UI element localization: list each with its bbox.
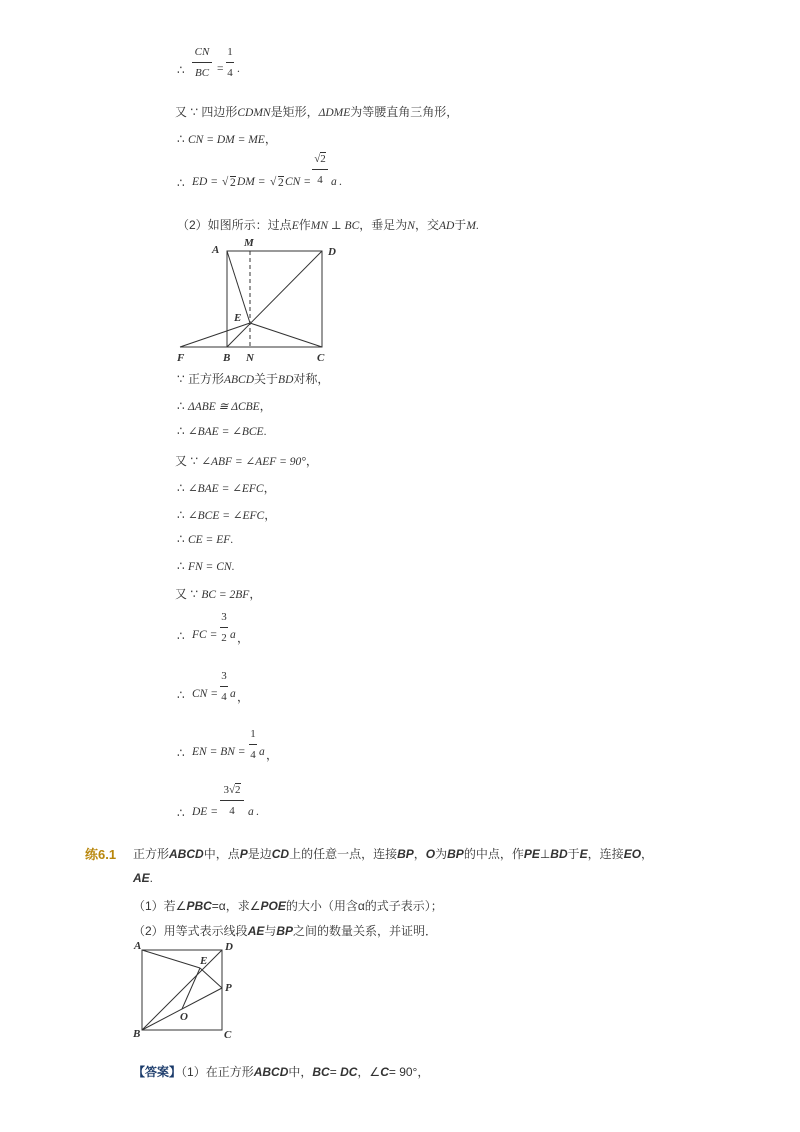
comma: ， bbox=[237, 690, 250, 704]
fc-label: FC = bbox=[192, 629, 218, 641]
period: . bbox=[256, 806, 259, 818]
variable-a: a bbox=[230, 688, 236, 700]
segment-ae bbox=[142, 950, 200, 968]
label-f: F bbox=[177, 352, 185, 364]
therefore-symbol: ∴ bbox=[177, 746, 185, 760]
statement-angle-bce-efc: ∴ ∠BCE = ∠EFC， bbox=[177, 508, 277, 522]
variable-a: a bbox=[259, 746, 265, 758]
cn-label: CN = bbox=[285, 176, 311, 188]
statement-cn-dm-me: ∴ CN = DM = ME， bbox=[177, 132, 277, 146]
label-m: M bbox=[244, 237, 254, 249]
label-d: D bbox=[225, 941, 233, 953]
sqrt-sign: √ bbox=[270, 176, 277, 188]
label-b: B bbox=[133, 1028, 141, 1040]
statement-bc-2bf: 又 ∵ BC = 2BF， bbox=[175, 587, 262, 601]
exercise-label: 练6.1 bbox=[85, 847, 117, 862]
segment-pe bbox=[200, 968, 222, 988]
part2-intro: （2）如图所示：过点E作MN ⊥ BC，垂足为N，交AD于M. bbox=[177, 218, 479, 232]
ed-label: ED = bbox=[192, 176, 218, 188]
equals-sign: = bbox=[217, 63, 224, 75]
statement-right-angles: 又 ∵ ∠ABF = ∠AEF = 90°， bbox=[175, 454, 318, 468]
sqrt-radicand: 2 bbox=[278, 177, 284, 189]
therefore-symbol: ∴ bbox=[177, 806, 185, 820]
label-e: E bbox=[200, 955, 208, 967]
comma: ， bbox=[266, 748, 279, 762]
exercise-question-2: （2）用等式表示线段AE与BP之间的数量关系，并证明． bbox=[133, 924, 438, 938]
label-d: D bbox=[328, 246, 336, 258]
label-c: C bbox=[317, 352, 325, 364]
exercise-question-1: （1）若∠PBC=α，求∠POE的大小（用含α的式子表示）； bbox=[133, 899, 443, 913]
answer-line: 【答案】（1）在正方形ABCD中，BC= DC，∠C= 90°， bbox=[133, 1065, 430, 1079]
comma: ， bbox=[237, 631, 250, 645]
label-n: N bbox=[246, 352, 254, 364]
period: . bbox=[339, 176, 342, 188]
fraction-3sqrt2-over-4: 3√2 4 bbox=[220, 783, 244, 818]
therefore-symbol: ∴ bbox=[177, 688, 185, 702]
statement-angle-bae-bce: ∴ ∠BAE = ∠BCE. bbox=[177, 424, 267, 438]
fraction-three-fourths: 3 4 bbox=[221, 670, 227, 703]
statement-congruent: ∴ ΔABE ≅ ΔCBE， bbox=[177, 399, 272, 413]
label-b: B bbox=[223, 352, 231, 364]
therefore-symbol: ∴ bbox=[177, 629, 185, 643]
label-p: P bbox=[225, 982, 232, 994]
label-a: A bbox=[134, 940, 142, 952]
diagonal-bd bbox=[227, 251, 322, 347]
fraction-sqrt2-over-4: √2 4 bbox=[312, 152, 328, 187]
figure1-square-diagram bbox=[170, 235, 350, 367]
period: . bbox=[237, 63, 240, 75]
sqrt-sign: √ bbox=[222, 176, 229, 188]
label-o: O bbox=[180, 1011, 188, 1023]
fraction-one-fourth: 1 4 bbox=[227, 46, 233, 79]
fraction-cn-bc: CN BC bbox=[192, 45, 212, 80]
therefore-symbol: ∴ bbox=[177, 176, 185, 190]
exercise-statement-line2: AE. bbox=[133, 871, 154, 885]
variable-a: a bbox=[331, 176, 337, 188]
statement-fn-cn: ∴ FN = CN. bbox=[177, 559, 235, 573]
figure2-square-diagram bbox=[128, 938, 240, 1044]
label-e: E bbox=[234, 312, 242, 324]
segment-eo bbox=[182, 968, 200, 1009]
statement-angle-bae-efc: ∴ ∠BAE = ∠EFC， bbox=[177, 481, 276, 495]
sqrt-radicand: 2 bbox=[230, 177, 236, 189]
therefore-symbol: ∴ bbox=[177, 63, 185, 77]
cn-label: CN = bbox=[192, 688, 218, 700]
dm-label: DM = bbox=[237, 176, 266, 188]
exercise-statement-line1: 正方形ABCD中，点P是边CD上的任意一点，连接BP，O为BP的中点，作PE⊥BD于E，连接EO， bbox=[133, 847, 654, 861]
label-a: A bbox=[212, 244, 220, 256]
variable-a: a bbox=[230, 629, 236, 641]
fraction-one-fourth: 1 4 bbox=[250, 728, 256, 761]
fraction-three-halves: 3 2 bbox=[221, 611, 227, 644]
label-c: C bbox=[224, 1029, 232, 1041]
statement-ce-ef: ∴ CE = EF. bbox=[177, 532, 234, 546]
statement-rectangle: 又 ∵ 四边形CDMN是矩形，ΔDME为等腰直角三角形， bbox=[175, 105, 459, 119]
en-bn-label: EN = BN = bbox=[192, 746, 246, 758]
segment-ec bbox=[250, 323, 322, 347]
de-label: DE = bbox=[192, 806, 218, 818]
variable-a: a bbox=[248, 806, 254, 818]
statement-symmetry: ∵ 正方形ABCD关于BD对称， bbox=[177, 372, 330, 386]
